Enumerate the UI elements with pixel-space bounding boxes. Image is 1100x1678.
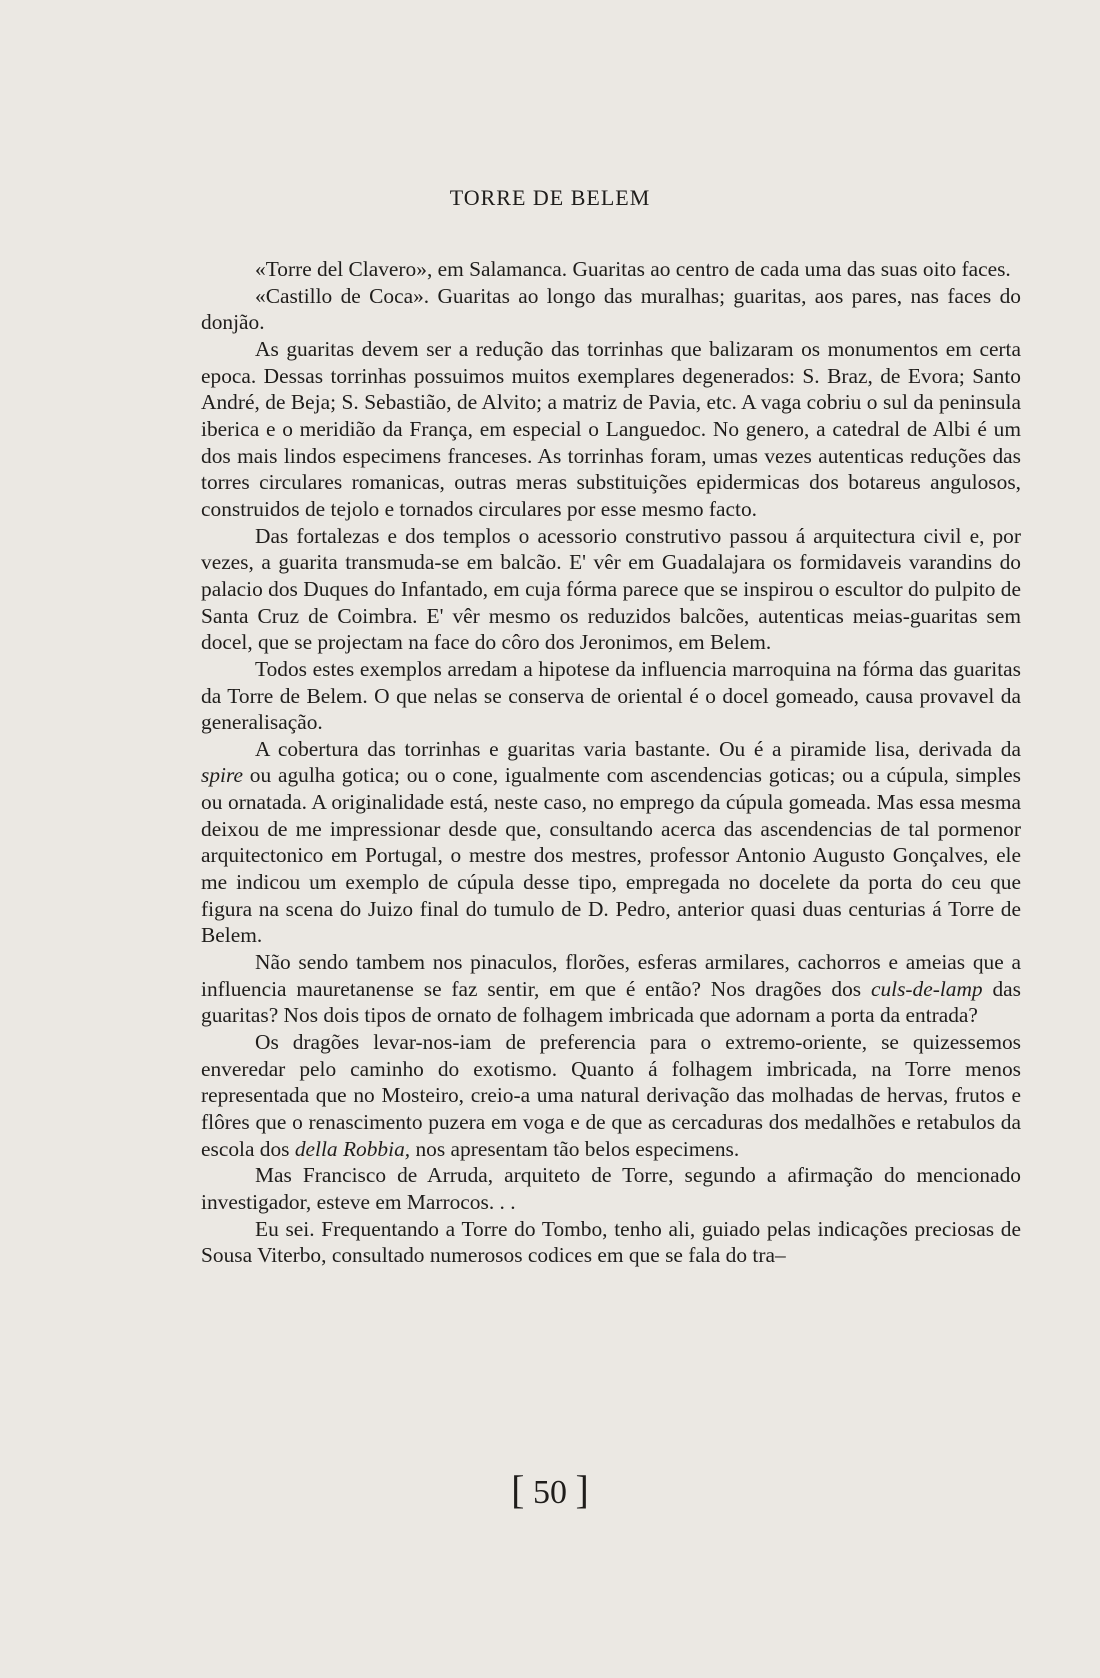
paragraph (201, 336, 1021, 523)
paragraph (201, 736, 1021, 949)
text-run: Eu sei. Frequentando a Torre do Tombo, tenho ali, guiado pelas indicações preciosas de Sousa Viterbo, consultado numerosos codices em que se fala do tra– (201, 1216, 1021, 1268)
folio-right-bracket: ] (575, 1467, 589, 1512)
paragraph (201, 283, 1021, 336)
text-run: Todos estes exemplos arredam a hipotese da influencia marroquina na fórma das guaritas da Torre de Belem. O que nelas se conserva de oriental é o docel gomeado, causa provavel da generalisação. (201, 656, 1021, 735)
paragraph (201, 1029, 1021, 1162)
paragraph (201, 1162, 1021, 1215)
text-run: Os dragões levar-nos-iam de preferencia para o extremo-oriente, se quizessemos enveredar pelo caminho do exotismo. Quanto á folhagem imbricada, na Torre menos representada que no Mosteiro, creio-a uma natural derivação das molhadas de hervas, frutos e flôres que o renascimento puzera em voga e de que as cercaduras dos medalhões e retabulos da escola dos (201, 1030, 1021, 1161)
paragraph (201, 656, 1021, 736)
text-run: As guaritas devem ser a redução das torrinhas que balizaram os monumentos em certa epoca. Dessas torrinhas possuimos muitos exemplares degenerados: S. Braz, de Evora; Santo André, de Beja; S. Sebastião, de Alvito; a matriz de Pavia, etc. A vaga cobriu o sul da peninsula iberica e o meridião da França, em especial o Languedoc. No genero, a catedral de Albi é um dos mais lindos especimens franceses. As torrinhas foram, umas vezes autenticas reduções das torres circulares romanicas, outras meras substituições epidermicas dos botareus angulosos, construidos de tejolo e tornados circulares por esse mesmo facto. (201, 336, 1021, 521)
text-run: das guaritas? Nos dois tipos de ornato de folhagem imbricada que adornam a porta da entrada? (201, 976, 1021, 1028)
text-run: nos apresentam tão belos especimens. (410, 1136, 740, 1161)
text-run: A cobertura das torrinhas e guaritas varia bastante. Ou é a piramide lisa, derivada da (255, 736, 1021, 761)
text-run: Mas Francisco de Arruda, arquiteto de Torre, segundo a afirmação do mencionado investigador, esteve em Marrocos. . . (201, 1163, 1021, 1214)
text-run: «Castillo de Coca». Guaritas ao longo das muralhas; guaritas, aos pares, nas faces do donjão. (201, 283, 1021, 335)
running-header: TORRE DE BELEM (449, 185, 651, 210)
paragraph (201, 949, 1021, 1029)
page-number: 50 (533, 1474, 567, 1511)
italic-text: della Robbia, (294, 1136, 411, 1161)
folio-left-bracket: [ (511, 1467, 525, 1512)
text-run: «Torre del Clavero», em Salamanca. Guaritas ao centro de cada uma das suas oito faces. (255, 257, 1011, 281)
text-run: ou agulha gotica; ou o cone, igualmente com ascendencias goticas; ou a cúpula, simples ou ornatada. A originalidade está, neste caso, no emprego da cúpula gomeada. Mas essa mesma deixou de me impressionar desde que, consultando acerca das ascendencias de tal pormenor arquitectonico em Portugal, o mestre dos mestres, professor Antonio Augusto Gonçalves, ele me indicou um exemplo de cúpula desse tipo, empregada no docelete da porta do ceu que figura na scena do Juizo final do tumulo de D. Pedro, anterior quasi duas centurias á Torre de Belem. (201, 763, 1021, 948)
paragraph (201, 1216, 1021, 1269)
italic-text: spire (201, 763, 243, 788)
paragraph (201, 256, 1021, 283)
italic-text: culs-de-lamp (870, 976, 983, 1001)
paragraph (201, 523, 1021, 656)
text-run: Não sendo tambem nos pinaculos, florões, esferas armilares, cachorros e ameias que a influencia mauretanense se faz sentir, em que é então? Nos dragões dos (201, 950, 1021, 1001)
text-run: Das fortalezas e dos templos o acessorio construtivo passou á arquitectura civil e, por vezes, a guarita transmuda-se em balcão. E' vêr em Guadalajara os formidaveis varandins do palacio dos Duques do Infantado, em cuja fórma parece que se inspirou o escultor do pulpito de Santa Cruz de Coimbra. E' vêr mesmo os reduzidos balcões, autenticas meias-guaritas sem docel, que se projectam na face do côro dos Jeronimos, em Belem. (201, 523, 1021, 655)
page-number-footer (0, 1466, 1100, 1513)
body-text (201, 256, 1021, 1269)
